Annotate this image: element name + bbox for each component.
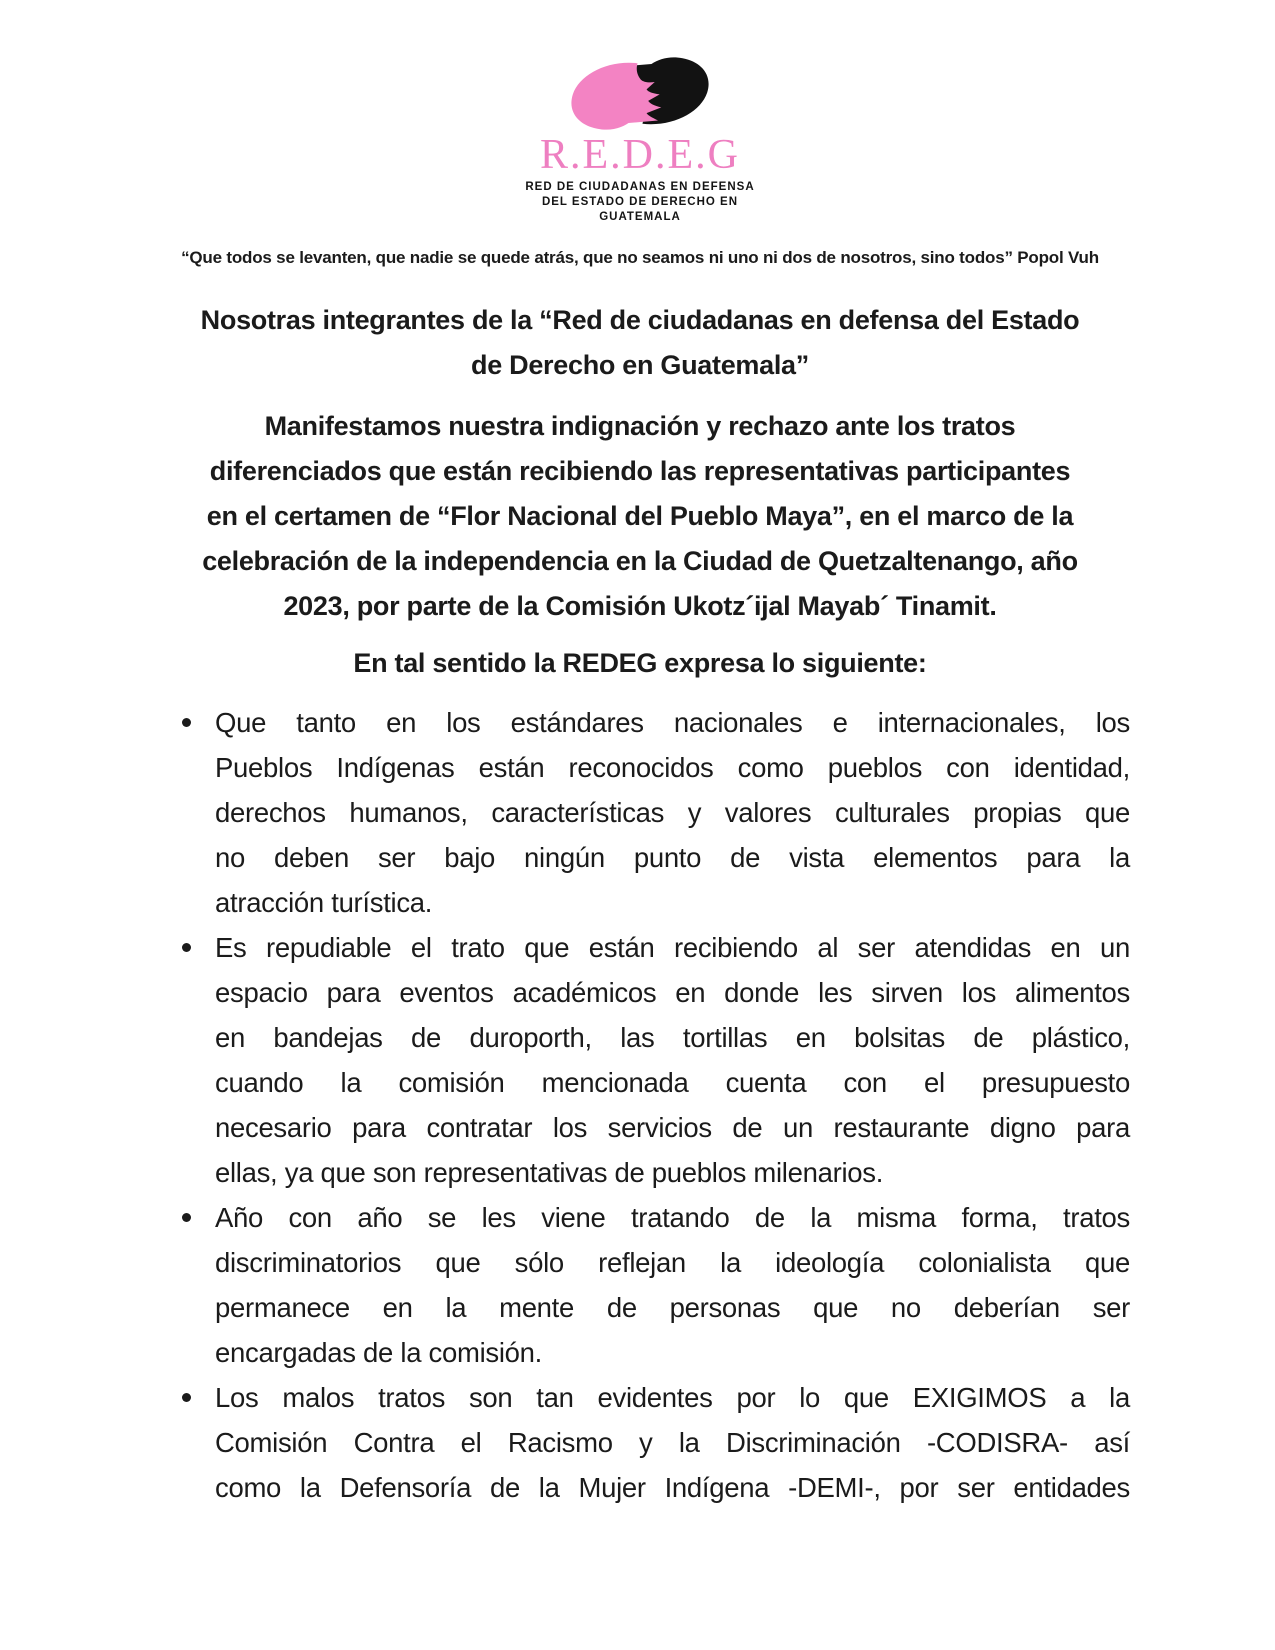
bullet-dot-icon	[182, 718, 191, 727]
logo-acronym: R.E.D.E.G	[540, 132, 740, 178]
bullet-item	[150, 700, 1130, 925]
text-line: ellas, ya que son representativas de pueblos milenarios.	[215, 1157, 884, 1188]
text-line: Que tanto en los estándares nacionales e internacionales, los	[215, 707, 1130, 738]
text-line: Comisión Contra el Racismo y la Discriminación -CODISRA- así	[215, 1427, 1130, 1458]
text-line: encargadas de la comisión.	[215, 1337, 542, 1368]
bullet-dot-icon	[182, 1393, 191, 1402]
statement-intro: En tal sentido la REDEG expresa lo siguiente:	[353, 648, 927, 678]
letterhead	[150, 55, 1130, 225]
text-line: necesario para contratar los servicios de un restaurante digno para	[215, 1112, 1130, 1143]
text-line: discriminatorios que sólo reflejan la ideología colonialista que	[215, 1247, 1130, 1278]
text-line: Es repudiable el trato que están recibiendo al ser atendidas en un	[215, 932, 1130, 963]
text-line: en bandejas de duroporth, las tortillas en bolsitas de plástico,	[215, 1022, 1130, 1053]
logo-tagline	[150, 180, 1130, 225]
manifesto-line: en el certamen de “Flor Nacional del Pueblo Maya”, en el marco de la	[206, 501, 1074, 531]
manifesto-line: diferenciados que están recibiendo las representativas participantes	[209, 456, 1071, 486]
statements-list	[150, 700, 1130, 1510]
title-line: Nosotras integrantes de la “Red de ciudadanas en defensa del Estado	[200, 305, 1080, 335]
text-line: permanece en la mente de personas que no deberían ser	[215, 1292, 1130, 1323]
manifesto-line: 2023, por parte de la Comisión Ukotz´ijal Mayab´ Tinamit.	[283, 591, 997, 621]
text-line: Los malos tratos son tan evidentes por lo que EXIGIMOS a la	[215, 1382, 1130, 1413]
text-line: cuando la comisión mencionada cuenta con el presupuesto	[215, 1067, 1130, 1098]
bullet-item	[150, 1375, 1130, 1510]
document-title	[150, 298, 1130, 388]
text-line: no deben ser bajo ningún punto de vista elementos para la	[215, 842, 1130, 873]
manifesto-line: celebración de la independencia en la Ciudad de Quetzaltenango, año	[202, 546, 1078, 576]
logo-tagline-line: DEL ESTADO DE DERECHO EN	[541, 196, 739, 208]
text-line: atracción turística.	[215, 887, 433, 918]
text-line: derechos humanos, características y valores culturales propias que	[215, 797, 1130, 828]
hands-embrace-icon	[545, 55, 735, 132]
popol-vuh-quote: “Que todos se levanten, que nadie se quede atrás, que no seamos ni uno ni dos de nosotros, sino todos” Popol Vuh	[181, 248, 1099, 267]
bullet-item	[150, 925, 1130, 1195]
logo-tagline-line: GUATEMALA	[599, 211, 681, 223]
text-line: Año con año se les viene tratando de la misma forma, tratos	[215, 1202, 1130, 1233]
bullet-dot-icon	[182, 943, 191, 952]
title-line: de Derecho en Guatemala”	[471, 350, 809, 380]
manifesto-paragraph	[150, 404, 1130, 629]
text-line: Pueblos Indígenas están reconocidos como pueblos con identidad,	[215, 752, 1130, 783]
text-line: espacio para eventos académicos en donde les sirven los alimentos	[215, 977, 1130, 1008]
text-line: como la Defensoría de la Mujer Indígena -DEMI-, por ser entidades	[215, 1472, 1130, 1503]
bullet-item	[150, 1195, 1130, 1375]
manifesto-line: Manifestamos nuestra indignación y rechazo ante los tratos	[264, 411, 1016, 441]
logo-tagline-line: RED DE CIUDADANAS EN DEFENSA	[525, 181, 755, 193]
bullet-dot-icon	[182, 1213, 191, 1222]
